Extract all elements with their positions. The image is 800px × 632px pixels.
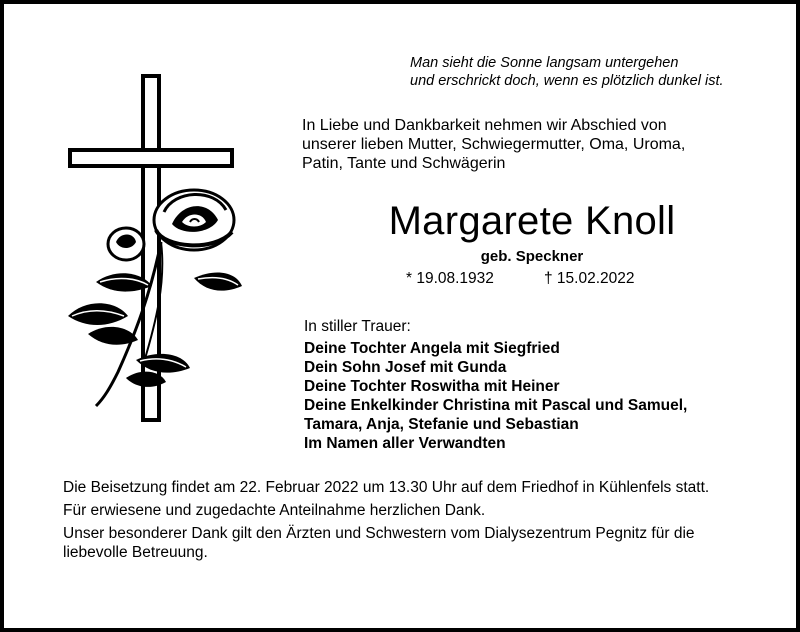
- maiden-name: geb. Speckner: [480, 248, 584, 265]
- large-rose: [154, 190, 234, 250]
- mourner-line: Dein Sohn Josef mit Gunda: [304, 359, 507, 376]
- death-date: † 15.02.2022: [544, 270, 635, 287]
- quote-line: und erschrickt doch, wenn es plötzlich dunkel ist.: [410, 73, 724, 89]
- mourner-line: Tamara, Anja, Stefanie und Sebastian: [304, 416, 579, 433]
- thanks-note: Für erwiesene und zugedachte Anteilnahme herzlichen Dank.: [63, 502, 486, 519]
- quote-line: Man sieht die Sonne langsam untergehen: [410, 55, 679, 71]
- mourner-line: Deine Enkelkinder Christina mit Pascal und Samuel,: [304, 397, 688, 414]
- intro-line: unserer lieben Mutter, Schwiegermutter, Oma, Uroma,: [302, 136, 686, 153]
- mourning-label: In stiller Trauer:: [304, 318, 411, 335]
- mourner-line: Im Namen aller Verwandten: [304, 435, 506, 452]
- cross-with-roses-icon: [66, 72, 246, 432]
- intro-text: [302, 116, 762, 173]
- small-rose: [108, 228, 144, 260]
- leaf: [194, 272, 242, 290]
- quote: [410, 54, 724, 90]
- funeral-info: Die Beisetzung findet am 22. Februar 2022 um 13.30 Uhr auf dem Friedhof in Kühlenfels statt.: [63, 479, 710, 496]
- intro-line: Patin, Tante und Schwägerin: [302, 155, 506, 172]
- footer-text: [63, 478, 763, 566]
- leaf: [88, 327, 138, 345]
- birth-date: * 19.08.1932: [406, 270, 494, 287]
- deceased-name: Margarete Knoll: [388, 199, 676, 243]
- intro-line: In Liebe und Dankbarkeit nehmen wir Abschied von: [302, 117, 667, 134]
- mourners-list: [304, 339, 687, 453]
- mourner-line: Deine Tochter Angela mit Siegfried: [304, 340, 560, 357]
- special-thanks-note: Unser besonderer Dank gilt den Ärzten und Schwestern vom Dialysezentrum Pegnitz für die liebevolle Betreuung.: [63, 525, 695, 561]
- mourner-line: Deine Tochter Roswitha mit Heiner: [304, 378, 560, 395]
